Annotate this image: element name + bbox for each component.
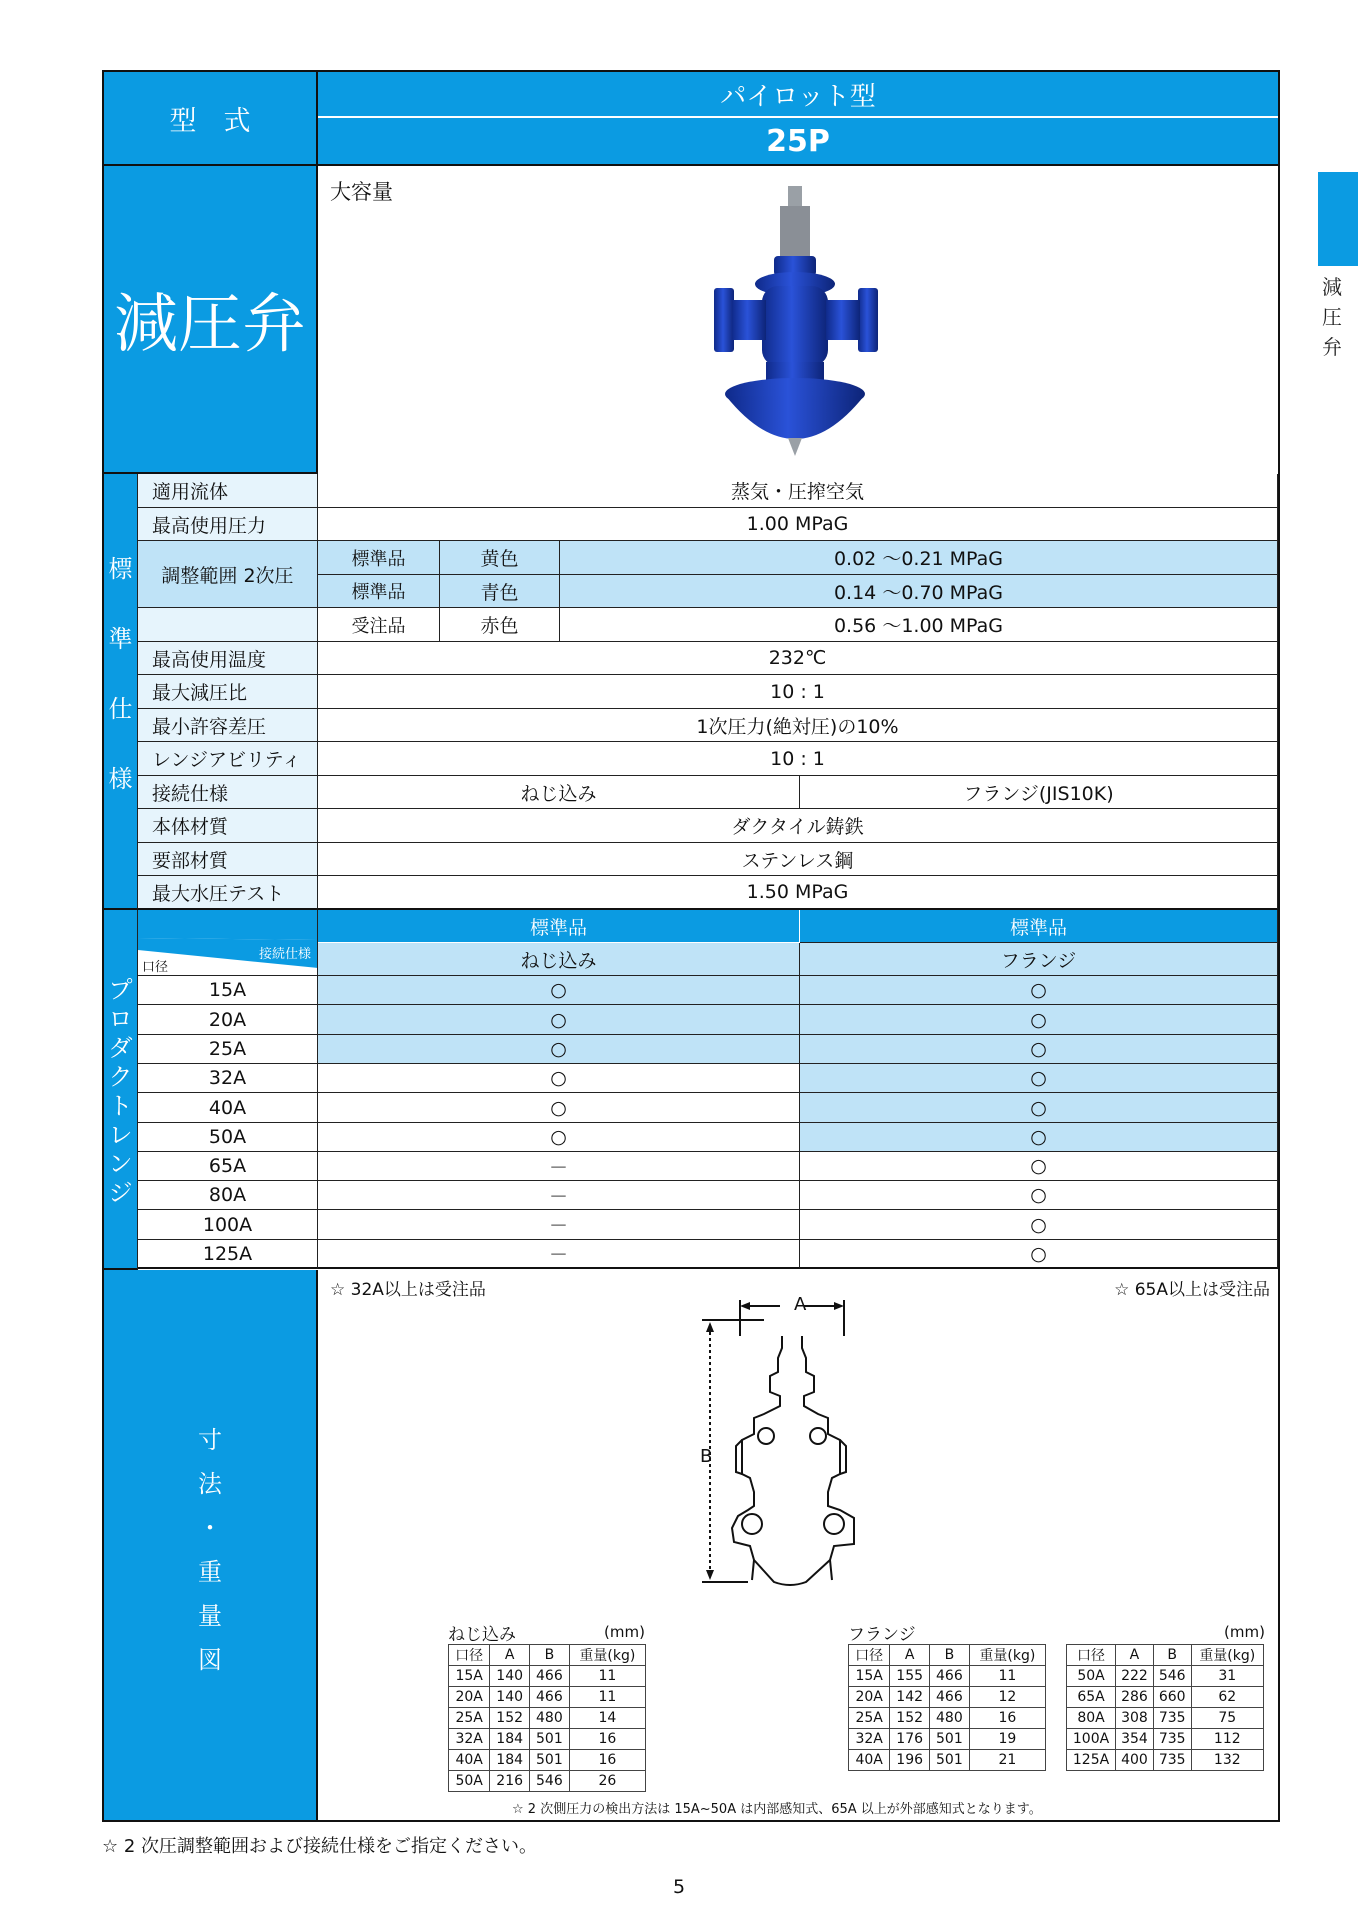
dim-row xyxy=(1067,1687,1264,1708)
feature-label: 大容量 xyxy=(330,180,393,204)
dim-cell: 21 xyxy=(969,1750,1045,1771)
range-flange-cell: ○ xyxy=(800,1210,1278,1240)
model-code: 25P xyxy=(318,118,1278,166)
dim-row xyxy=(1067,1708,1264,1729)
range-size-cell: 50A xyxy=(138,1123,318,1152)
side-tab-label: 減 圧 弁 xyxy=(1322,275,1342,359)
dim-cell: 501 xyxy=(930,1729,970,1750)
dim-cell: 16 xyxy=(569,1729,645,1750)
range-section-label: プ ロ ダ ク ト レ ン ジ xyxy=(104,910,138,1270)
spec-section-label: 標 準 仕 様 xyxy=(104,474,138,910)
dim-header-cell: 口径 xyxy=(1067,1645,1116,1666)
page-number: 5 xyxy=(672,1876,686,1898)
dim-cell: 176 xyxy=(890,1729,930,1750)
dim-cell: 50A xyxy=(1067,1666,1116,1687)
dim-header-cell: B xyxy=(930,1645,970,1666)
dim-cell: 222 xyxy=(1116,1666,1154,1687)
range-corner-header xyxy=(138,910,318,976)
range-screw-cell: － xyxy=(318,1152,800,1181)
model-label: 型 式 xyxy=(104,72,318,166)
range-size-cell: 25A xyxy=(138,1035,318,1064)
note-flange-order: ☆ 65A以上は受注品 xyxy=(1114,1280,1270,1300)
dim-row xyxy=(449,1750,646,1771)
spec-value-part-material: ステンレス鋼 xyxy=(318,843,1278,876)
adjust-type-1: 標準品 xyxy=(318,541,440,575)
dim-cell: 735 xyxy=(1153,1708,1191,1729)
spec-label-max-pressure: 最高使用圧力 xyxy=(138,508,318,541)
adjust-type-2: 標準品 xyxy=(318,575,440,608)
dim-header-cell: 口径 xyxy=(849,1645,890,1666)
dim-cell: 152 xyxy=(890,1708,930,1729)
dim-cell: 152 xyxy=(490,1708,530,1729)
adjust-color-3: 赤色 xyxy=(440,608,560,642)
dim-row xyxy=(849,1666,1046,1687)
side-tab-marker xyxy=(1318,172,1358,266)
range-screw-cell: ○ xyxy=(318,1064,800,1093)
range-flange-cell: ○ xyxy=(800,1064,1278,1093)
flange-table-unit: (mm) xyxy=(1224,1623,1265,1641)
dim-cell: 11 xyxy=(969,1666,1045,1687)
dim-label-a: A xyxy=(794,1294,807,1315)
dim-cell: 735 xyxy=(1153,1729,1191,1750)
dim-row xyxy=(849,1687,1046,1708)
dim-cell: 480 xyxy=(930,1708,970,1729)
spec-value-connection-screw: ねじ込み xyxy=(318,776,800,809)
spec-sheet xyxy=(102,70,1280,1822)
dim-header-cell: 重量(kg) xyxy=(569,1645,645,1666)
spec-label-max-temp: 最高使用温度 xyxy=(138,642,318,675)
dim-cell: 466 xyxy=(530,1687,570,1708)
dim-header-cell: B xyxy=(530,1645,570,1666)
range-flange-cell: ○ xyxy=(800,1035,1278,1064)
range-screw-cell: － xyxy=(318,1181,800,1210)
adjust-range-1: 0.02 〜0.21 MPaG xyxy=(560,541,1278,575)
dim-cell: 112 xyxy=(1191,1729,1263,1750)
dim-row xyxy=(1067,1666,1264,1687)
spec-value-min-diff: 1次圧力(絶対圧)の10% xyxy=(318,709,1278,742)
dim-cell: 14 xyxy=(569,1708,645,1729)
spec-value-hydro-test: 1.50 MPaG xyxy=(318,876,1278,910)
spec-value-rangeability: 10 : 1 xyxy=(318,742,1278,776)
range-size-cell: 20A xyxy=(138,1005,318,1035)
note-screw-order: ☆ 32A以上は受注品 xyxy=(330,1280,486,1300)
spec-label-connection: 接続仕様 xyxy=(138,776,318,809)
dim-cell: 501 xyxy=(530,1729,570,1750)
dim-cell: 308 xyxy=(1116,1708,1154,1729)
valve-photo xyxy=(708,182,884,458)
spec-value-body-material: ダクタイル鋳鉄 xyxy=(318,809,1278,843)
range-screw-cell: － xyxy=(318,1240,800,1269)
adjust-type-3: 受注品 xyxy=(318,608,440,642)
corner-top-label: 接続仕様 xyxy=(258,947,311,962)
dim-cell: 12 xyxy=(969,1687,1045,1708)
dim-cell: 125A xyxy=(1067,1750,1116,1771)
dim-cell: 140 xyxy=(490,1687,530,1708)
spec-label-hydro-test: 最大水圧テスト xyxy=(138,876,318,910)
footer-note: ☆ 2 次圧調整範囲および接続仕様をご指定ください。 xyxy=(102,1836,538,1857)
dim-cell: 354 xyxy=(1116,1729,1154,1750)
dim-cell: 546 xyxy=(530,1771,570,1792)
dim-cell: 62 xyxy=(1191,1687,1263,1708)
dim-cell: 660 xyxy=(1153,1687,1191,1708)
dim-cell: 16 xyxy=(969,1708,1045,1729)
spec-value-connection-flange: フランジ(JIS10K) xyxy=(800,776,1278,809)
dim-cell: 501 xyxy=(930,1750,970,1771)
dim-cell: 400 xyxy=(1116,1750,1154,1771)
range-size-cell: 125A xyxy=(138,1240,318,1269)
dim-header-cell: A xyxy=(490,1645,530,1666)
spec-label-adjust: 調整範囲 2次圧 xyxy=(138,541,318,608)
dim-cell: 40A xyxy=(449,1750,490,1771)
dim-cell: 216 xyxy=(490,1771,530,1792)
range-screw-cell: ○ xyxy=(318,1123,800,1152)
flange-dimension-table-2 xyxy=(1066,1644,1264,1771)
range-flange-cell: ○ xyxy=(800,1123,1278,1152)
range-size-cell: 40A xyxy=(138,1093,318,1123)
spec-label-part-material: 要部材質 xyxy=(138,843,318,876)
detection-footnote: ☆ 2 次側圧力の検出方法は 15A~50A は内部感知式、65A 以上が外部感知式となります。 xyxy=(512,1802,1042,1817)
flange-table-title: フランジ xyxy=(848,1625,916,1645)
dim-row xyxy=(849,1750,1046,1771)
dim-cell: 50A xyxy=(449,1771,490,1792)
range-col2-type: フランジ xyxy=(800,943,1278,976)
dim-row xyxy=(449,1687,646,1708)
dim-cell: 11 xyxy=(569,1687,645,1708)
spec-value-max-temp: 232℃ xyxy=(318,642,1278,675)
dim-row xyxy=(449,1666,646,1687)
screw-table-unit: (mm) xyxy=(604,1623,645,1641)
spec-label-body-material: 本体材質 xyxy=(138,809,318,843)
range-screw-cell: ○ xyxy=(318,976,800,1005)
dim-cell: 196 xyxy=(890,1750,930,1771)
dimension-drawing xyxy=(694,1296,884,1596)
dim-row xyxy=(1067,1729,1264,1750)
dim-header-cell: A xyxy=(1116,1645,1154,1666)
dim-cell: 15A xyxy=(449,1666,490,1687)
dim-row xyxy=(449,1729,646,1750)
dim-cell: 546 xyxy=(1153,1666,1191,1687)
range-flange-cell: ○ xyxy=(800,1152,1278,1181)
spec-label-min-diff: 最小許容差圧 xyxy=(138,709,318,742)
dim-cell: 11 xyxy=(569,1666,645,1687)
dim-header-cell: 重量(kg) xyxy=(1191,1645,1263,1666)
range-screw-cell: ○ xyxy=(318,1005,800,1035)
dim-cell: 80A xyxy=(1067,1708,1116,1729)
dim-cell: 100A xyxy=(1067,1729,1116,1750)
dim-cell: 75 xyxy=(1191,1708,1263,1729)
range-flange-cell: ○ xyxy=(800,1240,1278,1269)
dim-cell: 65A xyxy=(1067,1687,1116,1708)
range-size-cell: 32A xyxy=(138,1064,318,1093)
dim-cell: 140 xyxy=(490,1666,530,1687)
range-col1-type: ねじ込み xyxy=(318,943,800,976)
dim-header-cell: 口径 xyxy=(449,1645,490,1666)
screw-dimension-table xyxy=(448,1644,646,1792)
spec-label-fluid: 適用流体 xyxy=(138,474,318,508)
adjust-color-1: 黄色 xyxy=(440,541,560,575)
dim-cell: 480 xyxy=(530,1708,570,1729)
range-flange-cell: ○ xyxy=(800,976,1278,1005)
dim-row xyxy=(449,1771,646,1792)
range-flange-cell: ○ xyxy=(800,1181,1278,1210)
dim-header-cell: B xyxy=(1153,1645,1191,1666)
dim-cell: 466 xyxy=(530,1666,570,1687)
spec-label-rangeability: レンジアビリティ xyxy=(138,742,318,776)
adjust-label-filler xyxy=(138,608,318,642)
spec-value-max-pressure: 1.00 MPaG xyxy=(318,508,1278,541)
dim-row xyxy=(849,1729,1046,1750)
adjust-color-2: 青色 xyxy=(440,575,560,608)
screw-table-title: ねじ込み xyxy=(448,1625,516,1645)
dim-cell: 19 xyxy=(969,1729,1045,1750)
dimension-section-label: 寸 法 ・ 重 量 図 xyxy=(104,1270,318,1820)
dim-header-cell: 重量(kg) xyxy=(969,1645,1045,1666)
range-flange-cell: ○ xyxy=(800,1005,1278,1035)
range-size-cell: 80A xyxy=(138,1181,318,1210)
range-col2-grade: 標準品 xyxy=(800,910,1278,943)
dim-cell: 32A xyxy=(849,1729,890,1750)
type-name: パイロット型 xyxy=(318,72,1278,118)
dim-cell: 155 xyxy=(890,1666,930,1687)
dim-cell: 20A xyxy=(449,1687,490,1708)
dim-cell: 25A xyxy=(449,1708,490,1729)
adjust-range-2: 0.14 〜0.70 MPaG xyxy=(560,575,1278,608)
dim-row xyxy=(449,1708,646,1729)
dim-cell: 501 xyxy=(530,1750,570,1771)
dim-cell: 184 xyxy=(490,1729,530,1750)
dim-cell: 32A xyxy=(449,1729,490,1750)
range-size-cell: 15A xyxy=(138,976,318,1005)
spec-label-reduction-ratio: 最大減圧比 xyxy=(138,675,318,709)
range-size-cell: 65A xyxy=(138,1152,318,1181)
dim-cell: 466 xyxy=(930,1666,970,1687)
dim-cell: 40A xyxy=(849,1750,890,1771)
dim-cell: 20A xyxy=(849,1687,890,1708)
range-screw-cell: ○ xyxy=(318,1093,800,1123)
dim-cell: 142 xyxy=(890,1687,930,1708)
dim-cell: 16 xyxy=(569,1750,645,1771)
dim-cell: 31 xyxy=(1191,1666,1263,1687)
dim-cell: 25A xyxy=(849,1708,890,1729)
range-col1-grade: 標準品 xyxy=(318,910,800,943)
dim-row xyxy=(1067,1750,1264,1771)
dim-cell: 286 xyxy=(1116,1687,1154,1708)
dim-cell: 26 xyxy=(569,1771,645,1792)
spec-value-fluid: 蒸気・圧搾空気 xyxy=(318,474,1278,508)
dim-cell: 735 xyxy=(1153,1750,1191,1771)
dim-row xyxy=(849,1708,1046,1729)
range-flange-cell: ○ xyxy=(800,1093,1278,1123)
corner-bottom-label: 口径 xyxy=(142,960,169,975)
range-screw-cell: ○ xyxy=(318,1035,800,1064)
dim-cell: 132 xyxy=(1191,1750,1263,1771)
flange-dimension-table-1 xyxy=(848,1644,1046,1771)
range-screw-cell: － xyxy=(318,1210,800,1240)
category-title: 減圧弁 xyxy=(104,166,318,474)
dim-label-b: B xyxy=(700,1446,713,1467)
spec-value-reduction-ratio: 10 : 1 xyxy=(318,675,1278,709)
dim-cell: 466 xyxy=(930,1687,970,1708)
dim-header-cell: A xyxy=(890,1645,930,1666)
dim-cell: 15A xyxy=(849,1666,890,1687)
adjust-range-3: 0.56 〜1.00 MPaG xyxy=(560,608,1278,642)
dim-cell: 184 xyxy=(490,1750,530,1771)
range-size-cell: 100A xyxy=(138,1210,318,1240)
